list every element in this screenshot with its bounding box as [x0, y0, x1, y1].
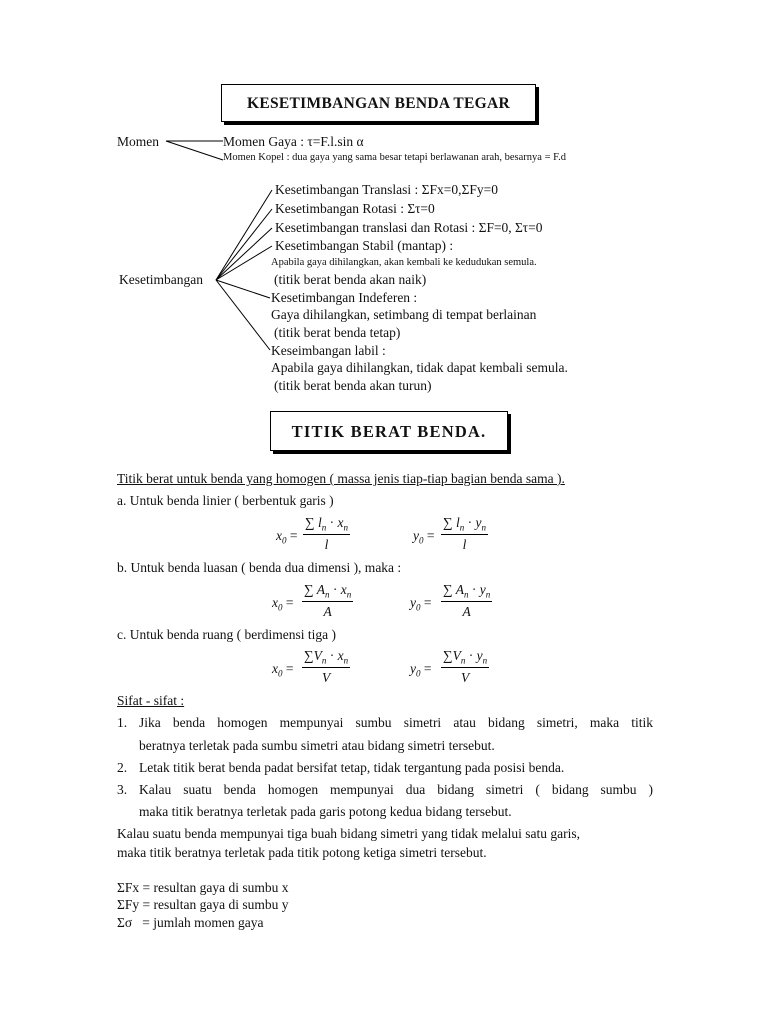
sifat-item-line: maka titik beratnya terletak pada garis potong kedua bidang tersebut. [139, 804, 512, 819]
sifat-item-line: Kalau suatu benda homogen mempunyai dua bidang simetri ( bidang sumbu ) [139, 782, 653, 797]
kesetimbangan-item: Apabila gaya dihilangkan, akan kembali ke kedudukan semula. [271, 257, 537, 268]
kesetimbangan-item: (titik berat benda akan turun) [274, 378, 432, 393]
momen-gaya: Momen Gaya : τ=F.l.sin α [223, 134, 364, 149]
kesetimbangan-item: Kesetimbangan Stabil (mantap) : [275, 238, 454, 253]
sifat-number: 3. [117, 782, 128, 797]
formula-x0-luasan: $x_0$ = [272, 595, 294, 613]
case-a: a. Untuk benda linier ( berbentuk garis ) [117, 493, 334, 508]
fraction-x0-linier: $\frac{\sum l_n \cdot x_n}{l}$ [305, 515, 349, 552]
sifat-item-line: beratnya terletak pada sumbu simetri atau bidang simetri tersebut. [139, 738, 495, 753]
kesetimbangan-item: Apabila gaya dihilangkan, tidak dapat kembali semula. [271, 360, 568, 375]
kesetimbangan-item: (titik berat benda tetap) [274, 325, 401, 340]
formula-x0-linier: $x_0$ = [276, 528, 298, 546]
case-c: c. Untuk benda ruang ( berdimensi tiga ) [117, 627, 336, 642]
intro-text: Titik berat untuk benda yang homogen ( massa jenis tiap-tiap bagian benda sama ). [117, 471, 565, 486]
fraction-y0-ruang: $\frac{\sum V_n \cdot y_n}{V}$ [443, 648, 488, 685]
kesetimbangan-item: Kesetimbangan Translasi : ΣFx=0,ΣFy=0 [275, 182, 498, 197]
kesetimbangan-item: Keseimbangan labil : [271, 343, 386, 358]
kesetimbangan-item: Kesetimbangan Rotasi : Στ=0 [275, 201, 435, 216]
kesetimbangan-item: (titik berat benda akan naik) [274, 272, 427, 287]
fraction-x0-luasan: $\frac{\sum A_n \cdot x_n}{A}$ [304, 582, 352, 619]
momen-kopel: Momen Kopel : dua gaya yang sama besar tetapi berlawanan arah, besarnya = F.d [223, 152, 566, 163]
sifat-item-line: Jika benda homogen mempunyai sumbu simetri atau bidang simetri, maka titik [139, 715, 653, 730]
sifat-number: 2. [117, 760, 128, 775]
case-b: b. Untuk benda luasan ( benda dua dimensi ), maka : [117, 560, 402, 575]
paragraph-line: Kalau suatu benda mempunyai tiga buah bidang simetri yang tidak melalui satu garis, [117, 826, 581, 841]
kesetimbangan-item: Gaya dihilangkan, setimbang di tempat berlainan [271, 307, 537, 322]
momen-label: Momen [117, 134, 159, 149]
kesetimbangan-label: Kesetimbangan [119, 272, 203, 287]
formula-y0-luasan: $y_0$ = [410, 595, 432, 613]
section-title: TITIK BERAT BENDA. [291, 422, 487, 441]
sifat-title: Sifat - sifat : [117, 693, 185, 708]
fraction-x0-ruang: $\frac{\sum V_n \cdot x_n}{V}$ [304, 648, 349, 685]
fraction-y0-luasan: $\frac{\sum A_n \cdot y_n}{A}$ [443, 582, 491, 619]
legend-item: Σσ = jumlah momen gaya [117, 915, 264, 930]
legend-item: ΣFy = resultan gaya di sumbu y [117, 897, 289, 912]
page-title: KESETIMBANGAN BENDA TEGAR [246, 95, 510, 112]
legend-item: ΣFx = resultan gaya di sumbu x [117, 880, 289, 895]
kesetimbangan-item: Kesetimbangan translasi dan Rotasi : ΣF=0, Στ=0 [275, 220, 543, 235]
formula-y0-ruang: $y_0$ = [410, 661, 432, 679]
formula-y0-linier: $y_0$ = [413, 528, 435, 546]
sifat-number: 1. [117, 715, 128, 730]
formula-x0-ruang: $x_0$ = [272, 661, 294, 679]
fraction-y0-linier: $\frac{\sum l_n \cdot y_n}{l}$ [443, 515, 487, 552]
sifat-item-line: Letak titik berat benda padat bersifat tetap, tidak tergantung pada posisi benda. [139, 760, 565, 775]
paragraph-line: maka titik beratnya terletak pada titik potong ketiga simetri tersebut. [117, 845, 487, 860]
title-box-titik-berat [270, 411, 508, 451]
kesetimbangan-item: Kesetimbangan Indeferen : [271, 290, 418, 305]
